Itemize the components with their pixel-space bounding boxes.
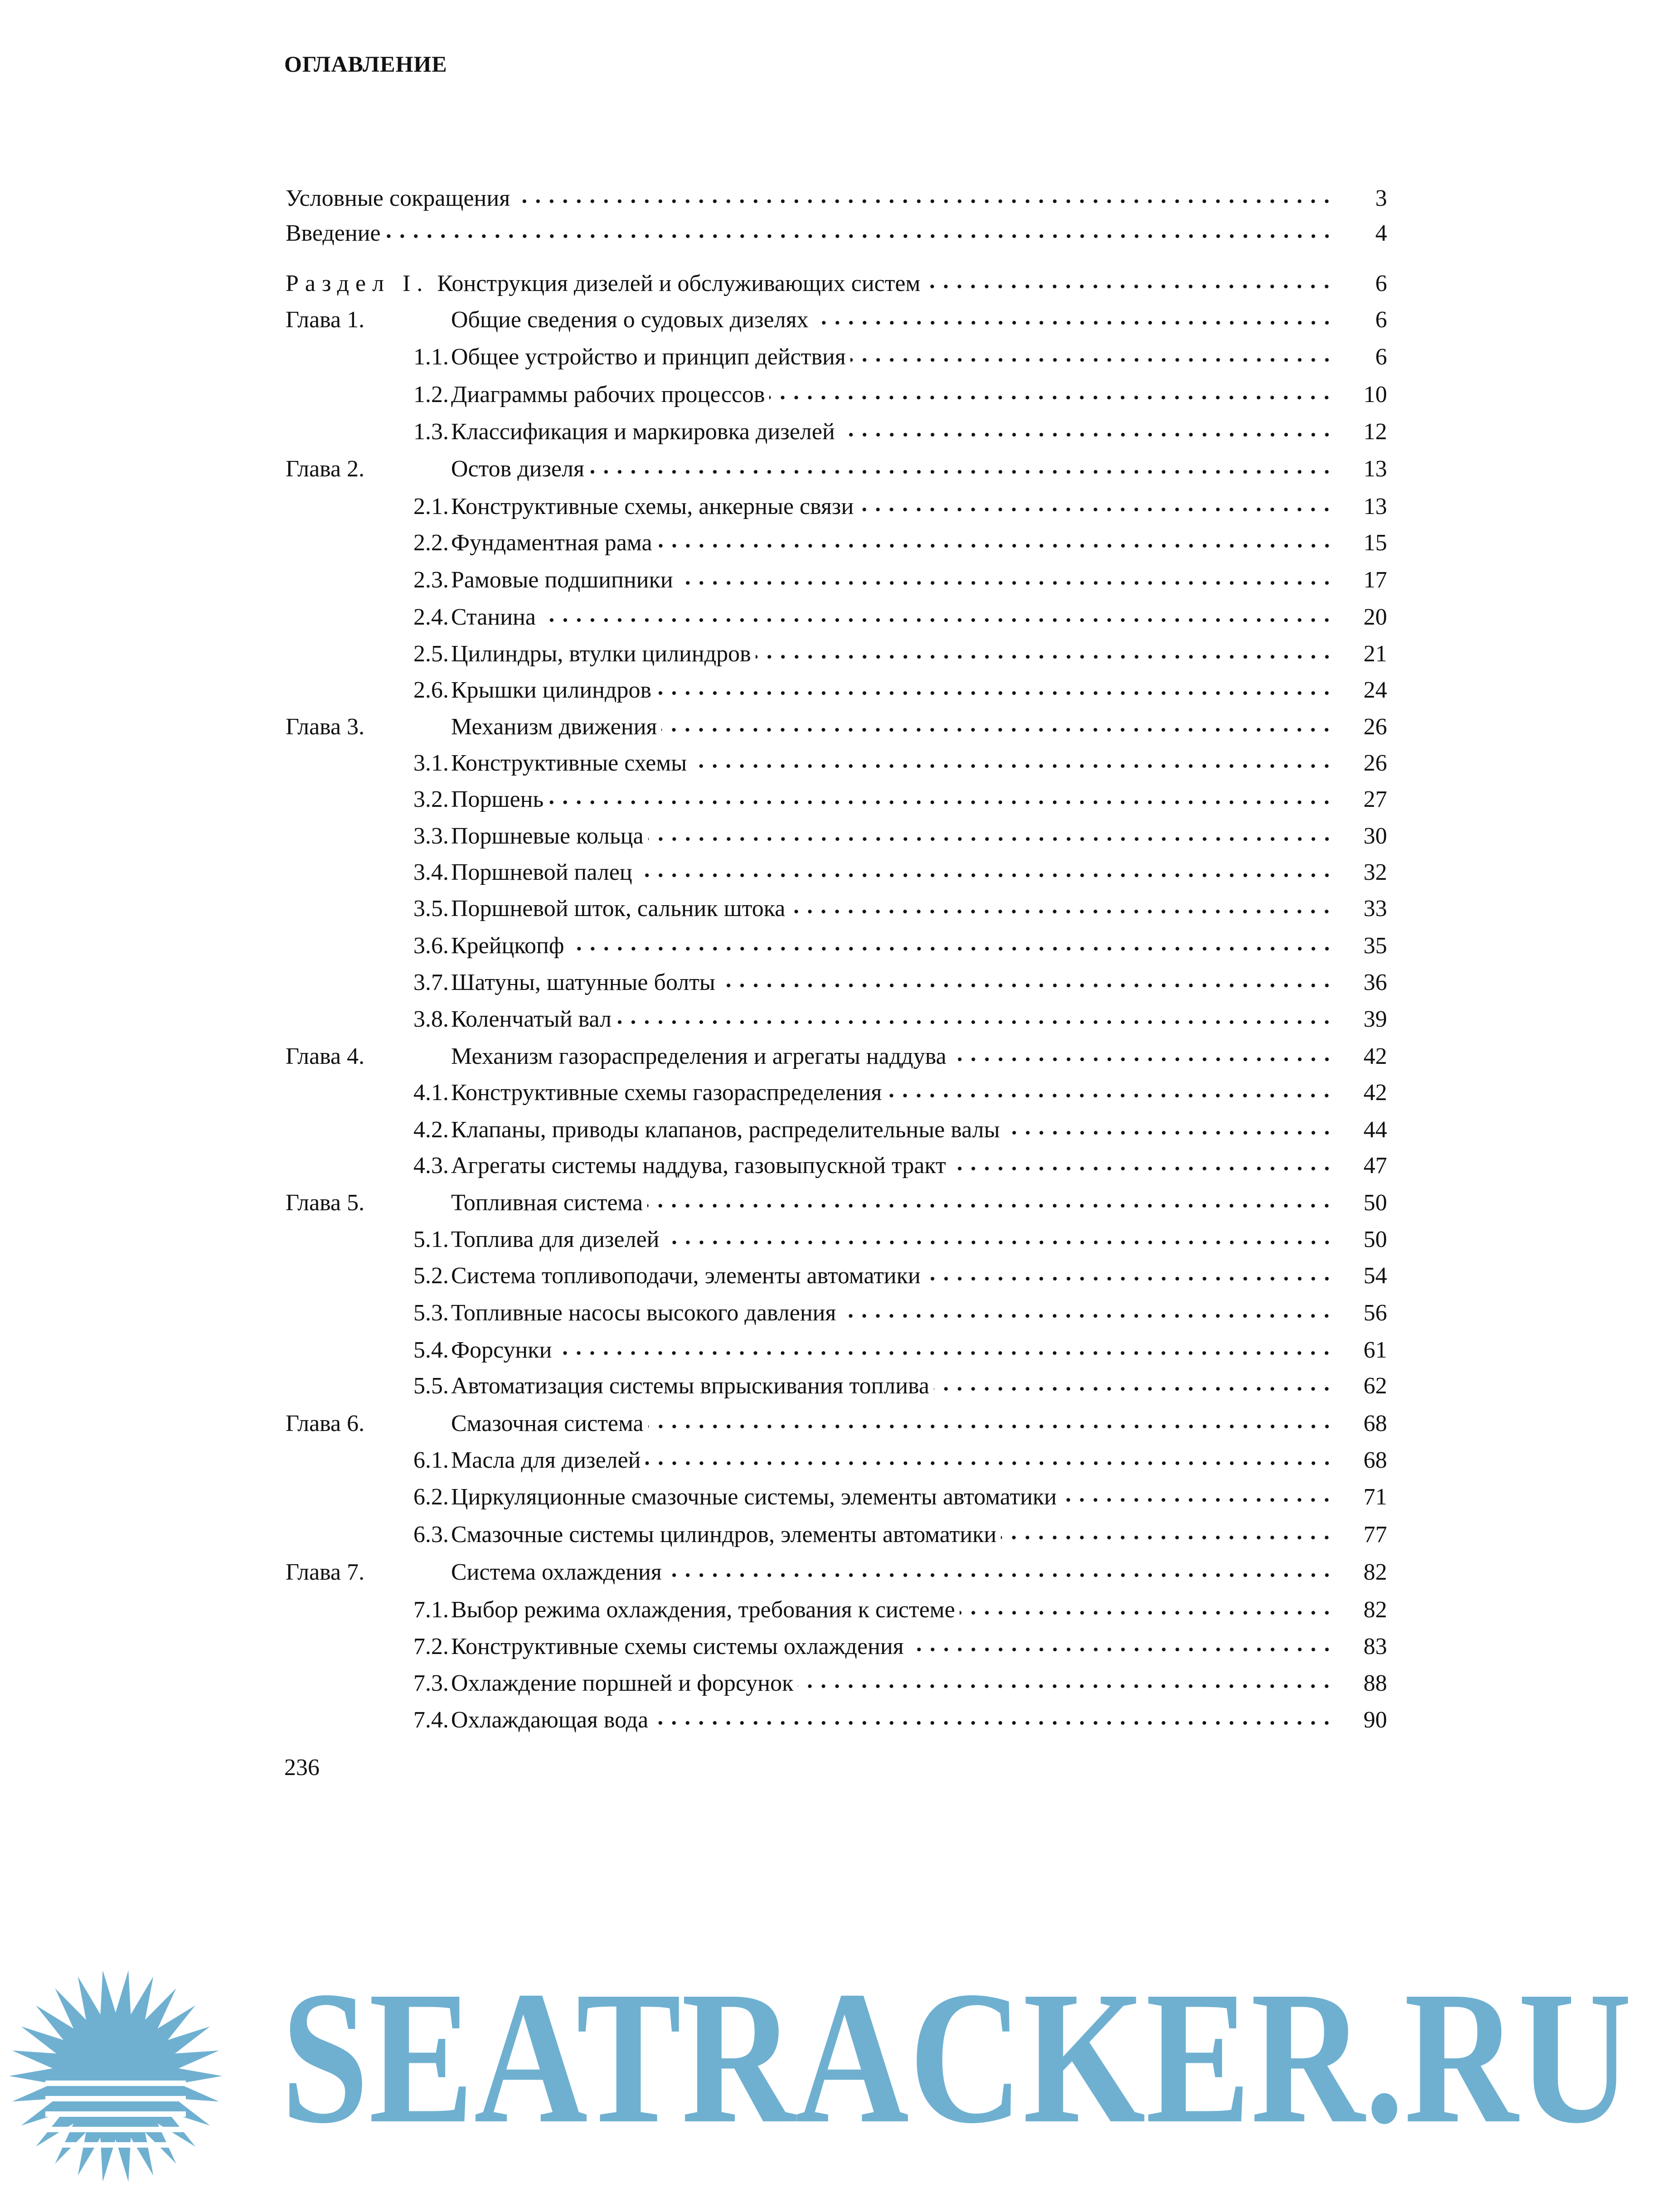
- toc-entry-title: Масла для дизелей: [451, 1447, 641, 1473]
- toc-entry-line: [451, 1630, 1387, 1664]
- dot-leader: [514, 197, 1334, 206]
- toc-entry-title: Общие сведения о судовых дизелях: [451, 307, 809, 333]
- toc-entry-number: 7.2.: [413, 1634, 449, 1659]
- toc-entry: [286, 1407, 1387, 1441]
- toc-entry-number: Глава 5.: [286, 1190, 365, 1216]
- toc-entry-number: 5.4.: [413, 1337, 449, 1363]
- dot-leader: [934, 1384, 1334, 1393]
- toc-entry: [286, 182, 1387, 215]
- toc-entry-page: 44: [1363, 1117, 1387, 1143]
- dot-leader: [839, 430, 1334, 439]
- toc-entry-title: Фундаментная рама: [451, 530, 652, 556]
- dot-leader: [691, 762, 1334, 771]
- toc-entry-line: [451, 1296, 1387, 1330]
- toc-entry-line: [451, 526, 1387, 560]
- toc-entry-page: 54: [1363, 1263, 1387, 1289]
- toc-entry-line: [286, 267, 1387, 301]
- toc-entry-title: Циркуляционные смазочные системы, элементы автоматики: [451, 1484, 1057, 1510]
- page-title: ОГЛАВЛЕНИЕ: [284, 51, 447, 77]
- toc-entry-page: 32: [1363, 859, 1387, 885]
- dot-leader: [813, 318, 1334, 327]
- toc-entry-title: Механизм газораспределения и агрегаты наддува: [451, 1043, 946, 1069]
- toc-entry-number: 6.3.: [413, 1522, 449, 1547]
- toc-entry: [286, 601, 1387, 634]
- toc-entry-title: Топливные насосы высокого давления: [451, 1300, 836, 1326]
- toc-entry-title: Крейцкопф: [451, 933, 564, 959]
- toc-entry-title: Шатуны, шатунные болты: [451, 970, 715, 995]
- dot-leader: [951, 1164, 1334, 1173]
- toc-entry-title: Механизм движения: [451, 714, 657, 740]
- dot-leader: [569, 944, 1334, 953]
- dot-leader: [850, 355, 1334, 364]
- dot-leader: [648, 1422, 1334, 1431]
- dot-leader: [858, 505, 1334, 514]
- toc-entry: [286, 1149, 1387, 1183]
- toc-entry-title: Агрегаты системы наддува, газовыпускной тракт: [451, 1153, 946, 1179]
- toc-entry-line: [451, 1149, 1387, 1183]
- dot-leader: [653, 1718, 1334, 1727]
- toc-entry: [286, 1296, 1387, 1330]
- dot-leader: [556, 1349, 1334, 1358]
- toc-entry: [286, 1334, 1387, 1367]
- toc-entry: [286, 1223, 1387, 1256]
- toc-entry-title: Условные сокращения: [286, 185, 510, 211]
- dot-leader: [385, 232, 1334, 241]
- toc-entry-line: [451, 1444, 1387, 1477]
- toc-entry-line: [286, 217, 1387, 250]
- sun-stripe: [45, 2142, 186, 2148]
- toc-entry-title: Система топливоподачи, элементы автоматики: [451, 1263, 921, 1289]
- toc-entry-page: 3: [1375, 185, 1387, 211]
- toc-entry-number: 5.5.: [413, 1373, 449, 1399]
- toc-entry-number: 2.4.: [413, 604, 449, 630]
- toc-entry-title: Рамовые подшипники: [451, 567, 673, 593]
- sun-stripe: [45, 2096, 186, 2101]
- toc-entry-line: [451, 1334, 1387, 1367]
- dot-leader: [925, 1274, 1334, 1283]
- toc-entry-number: 3.6.: [413, 933, 449, 959]
- toc-entry-title: Диаграммы рабочих процессов: [451, 382, 765, 407]
- dot-leader: [656, 689, 1334, 698]
- toc-entry-page: 61: [1363, 1337, 1387, 1363]
- toc-entry-line: [451, 490, 1387, 524]
- toc-entry: [286, 1444, 1387, 1477]
- toc-entry-line: [286, 182, 1387, 215]
- dot-leader: [616, 1018, 1334, 1027]
- toc-entry-line: [451, 710, 1387, 744]
- toc-entry-page: 17: [1363, 567, 1387, 593]
- toc-entry-line: [451, 1480, 1387, 1514]
- toc-entry: [286, 1556, 1387, 1589]
- toc-entry-line: [451, 1003, 1387, 1036]
- toc-part-label: Раздел I.: [286, 271, 429, 296]
- toc-entry-page: 30: [1363, 823, 1387, 849]
- toc-entry-number: Глава 1.: [286, 307, 365, 333]
- toc-entry: [286, 490, 1387, 524]
- toc-entry-page: 15: [1363, 530, 1387, 556]
- dot-leader: [951, 1055, 1334, 1064]
- toc-entry-line: [451, 1518, 1387, 1552]
- sun-stripe: [45, 2111, 186, 2117]
- toc-entry-page: 88: [1363, 1670, 1387, 1696]
- toc-entry: [286, 563, 1387, 597]
- toc-entry-line: [451, 1369, 1387, 1403]
- toc-entry-page: 21: [1363, 641, 1387, 667]
- toc-entry-line: [451, 1259, 1387, 1293]
- toc-entry-page: 4: [1375, 220, 1387, 246]
- toc-entry-number: 3.2.: [413, 786, 449, 812]
- toc-entry-page: 82: [1363, 1597, 1387, 1623]
- dot-leader: [798, 1682, 1334, 1691]
- dot-leader: [637, 871, 1334, 880]
- toc-entry: [286, 1593, 1387, 1627]
- toc-entry: [286, 1113, 1387, 1147]
- toc-entry: [286, 892, 1387, 926]
- toc-entry: [286, 267, 1387, 301]
- toc-entry-number: 4.3.: [413, 1153, 449, 1179]
- dot-leader: [589, 467, 1334, 476]
- toc-entry-line: [451, 929, 1387, 963]
- toc-entry-number: 6.2.: [413, 1484, 449, 1510]
- toc-entry-page: 27: [1363, 786, 1387, 812]
- toc-entry-title: Топлива для дизелей: [451, 1227, 660, 1252]
- toc-entry-line: [451, 563, 1387, 597]
- toc-entry-number: 2.1.: [413, 494, 449, 519]
- toc-entry-line: [451, 1076, 1387, 1110]
- toc-entry-number: Глава 4.: [286, 1043, 365, 1069]
- watermark-text: SEATRACKER.RU: [281, 1952, 1632, 2163]
- toc-entry-line: [451, 303, 1387, 337]
- toc-entry-title: Цилиндры, втулки цилиндров: [451, 641, 751, 667]
- toc-entry: [286, 747, 1387, 780]
- dot-leader: [1061, 1495, 1334, 1504]
- toc-entry: [286, 674, 1387, 707]
- toc-entry-page: 77: [1363, 1522, 1387, 1547]
- toc-entry-page: 26: [1363, 714, 1387, 740]
- toc-entry-page: 13: [1363, 456, 1387, 482]
- dot-leader: [908, 1645, 1334, 1654]
- toc-entry-title: Выбор режима охлаждения, требования к системе: [451, 1597, 955, 1623]
- toc-entry-page: 10: [1363, 382, 1387, 407]
- toc-entry: [286, 1186, 1387, 1220]
- toc-entry-number: 2.5.: [413, 641, 449, 667]
- toc-entry-title: Крышки цилиндров: [451, 677, 652, 703]
- toc-entry-page: 26: [1363, 750, 1387, 776]
- toc-entry-page: 39: [1363, 1006, 1387, 1032]
- toc-entry-page: 36: [1363, 970, 1387, 995]
- dot-leader: [648, 834, 1334, 844]
- toc-entry-title: Автоматизация системы впрыскивания топлива: [451, 1373, 930, 1399]
- toc-entry: [286, 452, 1387, 486]
- toc-entry-page: 20: [1363, 604, 1387, 630]
- toc-entry-line: [451, 747, 1387, 780]
- dot-leader: [1004, 1128, 1334, 1137]
- toc-entry-title: Конструктивные схемы газораспределения: [451, 1080, 882, 1106]
- toc-entry-title: [286, 267, 925, 301]
- dot-leader: [678, 578, 1334, 587]
- toc-entry-number: 7.1.: [413, 1597, 449, 1623]
- toc-entry-page: 50: [1363, 1227, 1387, 1252]
- toc-entry-page: 42: [1363, 1043, 1387, 1069]
- dot-leader: [756, 652, 1334, 661]
- toc-entry: [286, 1518, 1387, 1552]
- toc-entry-title: Конструктивные схемы, анкерные связи: [451, 494, 854, 519]
- sun-icon: [9, 1970, 222, 2182]
- toc-entry-number: 3.7.: [413, 970, 449, 995]
- toc-entry-title: Станина: [451, 604, 536, 630]
- dot-leader: [645, 1459, 1334, 1468]
- sun-stripe: [45, 2081, 186, 2086]
- toc-entry-title: Остов дизеля: [451, 456, 584, 482]
- toc-entry: [286, 217, 1387, 250]
- toc-entry: [286, 1480, 1387, 1514]
- toc-entry-number: 3.1.: [413, 750, 449, 776]
- toc-entry-page: 56: [1363, 1300, 1387, 1326]
- toc-entry-title: Конструктивные схемы системы охлаждения: [451, 1634, 904, 1659]
- dot-leader: [886, 1091, 1334, 1100]
- toc-entry: [286, 526, 1387, 560]
- dot-leader: [548, 798, 1334, 807]
- toc-entry: [286, 929, 1387, 963]
- toc-entry-line: [451, 1667, 1387, 1700]
- dot-leader: [540, 616, 1334, 625]
- toc-entry-number: Глава 7.: [286, 1559, 365, 1585]
- dot-leader: [657, 541, 1334, 550]
- dot-leader: [1001, 1533, 1334, 1542]
- toc-entry-title: Классификация и маркировка дизелей: [451, 419, 835, 445]
- toc-entry-number: 3.4.: [413, 859, 449, 885]
- toc-entry-title: Поршневой палец: [451, 859, 632, 885]
- toc-entry: [286, 340, 1387, 374]
- toc-entry-number: 5.3.: [413, 1300, 449, 1326]
- dot-leader: [647, 1201, 1334, 1210]
- toc-entry-title: Смазочные системы цилиндров, элементы автоматики: [451, 1522, 997, 1547]
- toc-entry-title: Конструктивные схемы: [451, 750, 687, 776]
- toc-entry-page: 6: [1375, 344, 1387, 370]
- toc-entry-page: 6: [1375, 307, 1387, 333]
- toc-entry-line: [451, 1186, 1387, 1220]
- toc-entry-number: 4.1.: [413, 1080, 449, 1106]
- toc-entry: [286, 1040, 1387, 1073]
- toc-entry: [286, 637, 1387, 671]
- dot-leader: [769, 393, 1334, 402]
- toc-entry-line: [451, 1593, 1387, 1627]
- toc-entry-title: Общее устройство и принцип действия: [451, 344, 846, 370]
- toc-entry: [286, 710, 1387, 744]
- watermark-logo: [0, 1895, 1674, 2212]
- toc-entry-title: Охлаждение поршней и форсунок: [451, 1670, 794, 1696]
- toc-entry-number: Глава 6.: [286, 1411, 365, 1436]
- toc-entry: [286, 1259, 1387, 1293]
- toc-entry-title: Форсунки: [451, 1337, 552, 1363]
- toc-entry: [286, 856, 1387, 889]
- toc-entry-number: 6.1.: [413, 1447, 449, 1473]
- toc-entry-line: [451, 966, 1387, 999]
- toc-entry-page: 13: [1363, 494, 1387, 519]
- toc-entry-number: 3.5.: [413, 896, 449, 922]
- toc-entry: [286, 1703, 1387, 1737]
- toc-entry-line: [451, 1223, 1387, 1256]
- toc-entry-page: 12: [1363, 419, 1387, 445]
- toc-entry: [286, 1076, 1387, 1110]
- toc-entry: [286, 1630, 1387, 1664]
- dot-leader: [720, 981, 1334, 990]
- toc-entry-line: [451, 674, 1387, 707]
- toc-entry-title: Клапаны, приводы клапанов, распределительные валы: [451, 1117, 1000, 1143]
- toc-entry-page: 62: [1363, 1373, 1387, 1399]
- toc-entry-title: Топливная система: [451, 1190, 643, 1216]
- toc-entry-title: Охлаждающая вода: [451, 1707, 649, 1733]
- toc-entry-number: 4.2.: [413, 1117, 449, 1143]
- toc-entry-title: Введение: [286, 220, 381, 246]
- toc-entry-page: 47: [1363, 1153, 1387, 1179]
- dot-leader: [666, 1571, 1334, 1580]
- toc-part-title: Конструкция дизелей и обслуживающих систем: [437, 271, 921, 296]
- toc-entry-page: 50: [1363, 1190, 1387, 1216]
- toc-entry: [286, 1667, 1387, 1700]
- toc-entry-title: Смазочная система: [451, 1411, 644, 1436]
- toc-entry: [286, 378, 1387, 412]
- toc-entry-title: Поршневой шток, сальник штока: [451, 896, 786, 922]
- dot-leader: [840, 1311, 1334, 1320]
- toc-entry-line: [451, 1113, 1387, 1147]
- toc-entry-number: Глава 3.: [286, 714, 365, 740]
- toc-entry-title: Поршневые кольца: [451, 823, 644, 849]
- toc-entry-number: 2.2.: [413, 530, 449, 556]
- dot-leader: [790, 907, 1334, 916]
- toc-entry-line: [451, 820, 1387, 853]
- toc-entry-page: 42: [1363, 1080, 1387, 1106]
- toc-entry-line: [451, 637, 1387, 671]
- toc-entry-line: [451, 1703, 1387, 1737]
- toc-entry-number: 2.6.: [413, 677, 449, 703]
- toc-entry-line: [451, 378, 1387, 412]
- toc-entry-number: 5.1.: [413, 1227, 449, 1252]
- toc-entry-number: 3.3.: [413, 823, 449, 849]
- toc-entry-title: Коленчатый вал: [451, 1006, 611, 1032]
- toc-entry-number: 1.2.: [413, 382, 449, 407]
- toc-entry-page: 82: [1363, 1559, 1387, 1585]
- toc-entry: [286, 1003, 1387, 1036]
- toc-entry-title: Система охлаждения: [451, 1559, 662, 1585]
- toc-entry: [286, 783, 1387, 816]
- toc-entry-number: 2.3.: [413, 567, 449, 593]
- toc-entry-page: 6: [1375, 271, 1387, 296]
- sun-stripe: [45, 2127, 186, 2132]
- toc-entry-line: [451, 340, 1387, 374]
- toc-entry-number: 3.8.: [413, 1006, 449, 1032]
- toc-entry-page: 71: [1363, 1484, 1387, 1510]
- dot-leader: [925, 282, 1334, 291]
- toc-entry-title: Поршень: [451, 786, 544, 812]
- toc-entry-line: [451, 783, 1387, 816]
- toc-entry-page: 83: [1363, 1634, 1387, 1659]
- toc-entry-number: 7.3.: [413, 1670, 449, 1696]
- toc-entry-line: [451, 1040, 1387, 1073]
- toc-entry: [286, 1369, 1387, 1403]
- toc-entry-line: [451, 601, 1387, 634]
- toc-entry-page: 68: [1363, 1447, 1387, 1473]
- toc-entry-page: 35: [1363, 933, 1387, 959]
- dot-leader: [960, 1608, 1334, 1617]
- toc-entry: [286, 303, 1387, 337]
- dot-leader: [661, 725, 1334, 734]
- toc-entry: [286, 820, 1387, 853]
- toc-entry-number: 7.4.: [413, 1707, 449, 1733]
- toc-entry: [286, 966, 1387, 999]
- toc-entry-line: [451, 1407, 1387, 1441]
- toc-entry-line: [451, 415, 1387, 449]
- toc-entry-number: Глава 2.: [286, 456, 365, 482]
- toc-entry: [286, 415, 1387, 449]
- page-number: 236: [284, 1755, 320, 1780]
- toc-entry-page: 33: [1363, 896, 1387, 922]
- toc-entry-page: 68: [1363, 1411, 1387, 1436]
- toc-entry-line: [451, 856, 1387, 889]
- toc-entry-line: [451, 1556, 1387, 1589]
- toc-entry-number: 5.2.: [413, 1263, 449, 1289]
- toc-entry-line: [451, 892, 1387, 926]
- dot-leader: [664, 1238, 1334, 1247]
- toc-entry-number: 1.1.: [413, 344, 449, 370]
- toc-entry-page: 24: [1363, 677, 1387, 703]
- toc-entry-number: 1.3.: [413, 419, 449, 445]
- toc-entry-page: 90: [1363, 1707, 1387, 1733]
- toc-entry-line: [451, 452, 1387, 486]
